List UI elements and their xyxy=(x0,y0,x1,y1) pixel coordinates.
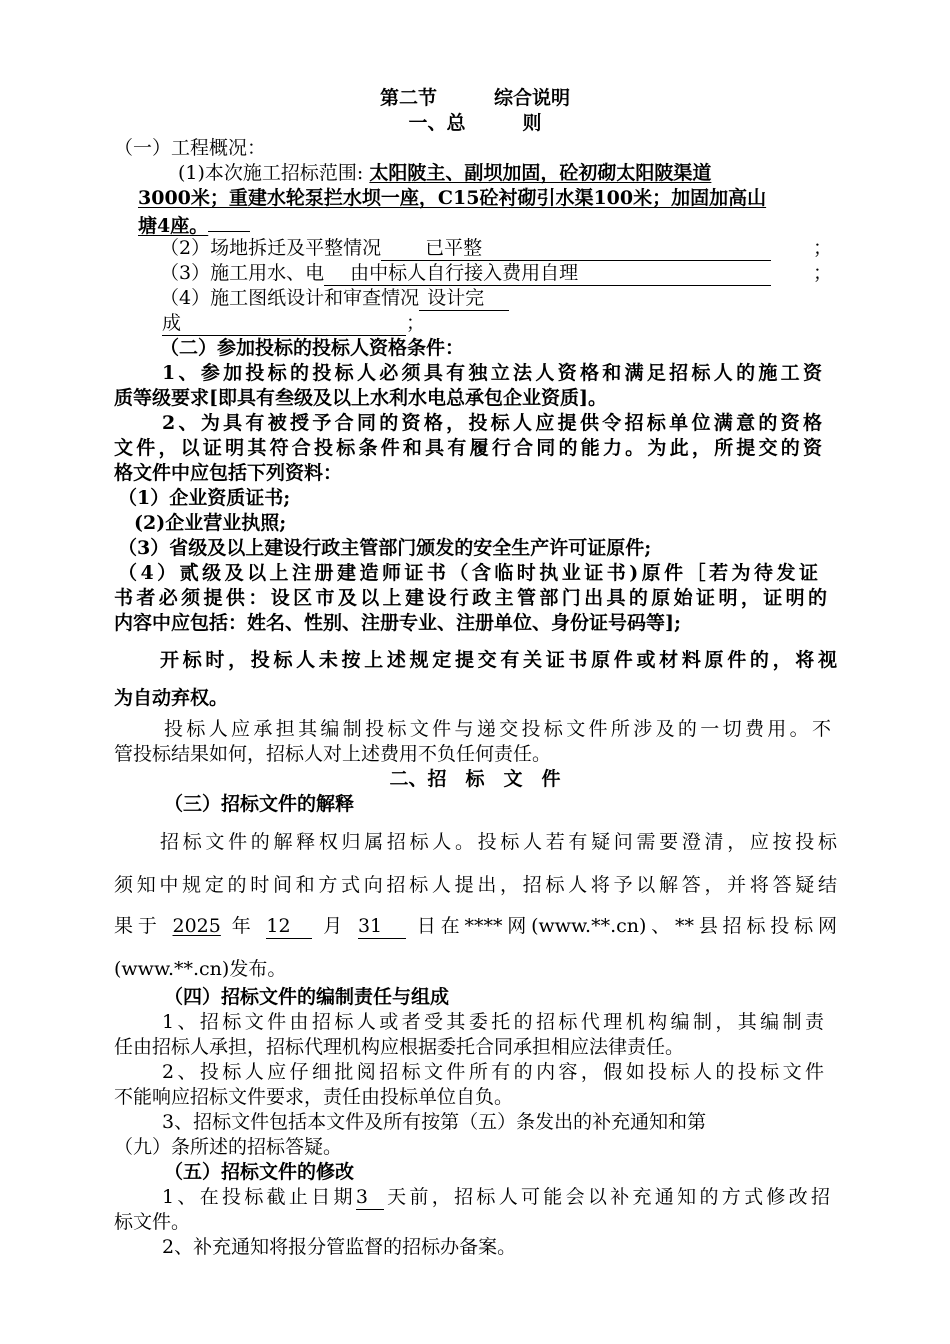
amendment-days: 3 xyxy=(356,1185,384,1210)
interpretation-line-2: 须知中规定的时间和方式向招标人提出，招标人将予以解答，并将答疑结 xyxy=(114,874,837,896)
doc-item-4-line-1: （4）贰级及以上注册建造师证书（含临时执业证书)原件［若为待发证 xyxy=(118,562,818,584)
scope-line-1 xyxy=(178,161,711,185)
announce-month: 12 xyxy=(266,914,312,939)
water-line xyxy=(160,261,771,286)
qualification-1-line-1: 1、参加投标的投标人必须具有独立法人资格和满足招标人的施工资 xyxy=(162,362,822,384)
site-value: 已平整 xyxy=(381,236,771,261)
drawing-line-1 xyxy=(160,286,509,311)
drawing-semicolon: ； xyxy=(406,312,426,334)
water-semicolon: ； xyxy=(813,262,833,284)
qualification-2-line-2: 文件，以证明其符合投标条件和具有履行合同的能力。为此，所提交的资 xyxy=(114,437,822,459)
amendment-2: 2、补充通知将报分管监督的招标办备案。 xyxy=(162,1236,517,1258)
year-unit: 年 xyxy=(231,915,256,937)
doc-item-4-line-2: 书者必须提供：设区市及以上建设行政主管部门出具的原始证明，证明的 xyxy=(114,587,827,609)
doc-item-4-line-3: 内容中应包括：姓名、性别、注册专业、注册单位、身份证号码等]; xyxy=(114,612,682,634)
doc-item-3: （3）省级及以上建设行政主管部门颁发的安全生产许可证原件; xyxy=(118,537,652,559)
site-line xyxy=(160,236,771,261)
opening-line-1: 开标时，投标人未按上述规定提交有关证书原件或材料原件的，将视 xyxy=(160,649,837,671)
preparation-2-line-2: 不能响应招标文件要求，责任由投标单位自负。 xyxy=(114,1086,514,1108)
section-title: 第二节 综合说明 xyxy=(379,87,570,109)
preparation-1-line-1: 1、招标文件由招标人或者受其委托的招标代理机构编制，其编制责 xyxy=(162,1011,824,1033)
water-value: 由中标人自行接入费用自理 xyxy=(324,261,771,286)
drawing-value-1: 设计完 xyxy=(419,286,509,311)
preparation-3-line-2: （九）条所述的招标答疑。 xyxy=(114,1136,343,1158)
date-prefix: 果于 xyxy=(114,915,162,937)
water-label: （3）施工用水、电 xyxy=(160,262,325,284)
scope-label: (1)本次施工招标范围: xyxy=(178,162,370,184)
site-label: （2）场地拆迁及平整情况 xyxy=(160,237,382,259)
qualification-1-line-2: 质等级要求[即具有叁级及以上水利水电总承包企业资质]。 xyxy=(114,387,607,409)
scope-value-3: 塘4座。 xyxy=(138,215,209,237)
date-suffix: 日在****网(www.**.cn)、**县招标投标网 xyxy=(416,915,837,937)
drawing-value-2: 成 xyxy=(162,311,406,336)
scope-value-2: 3000米；重建水轮泵拦水坝一座，C15砼衬砌引水渠100米；加固加高山 xyxy=(138,187,767,209)
preparation-2-line-1: 2、投标人应仔细批阅招标文件所有的内容，假如投标人的投标文件 xyxy=(162,1061,824,1083)
amendment-1-suffix: 天前，招标人可能会以补充通知的方式修改招 xyxy=(383,1186,830,1208)
opening-line-2: 为自动弃权。 xyxy=(114,687,229,709)
amendment-1-line-2: 标文件。 xyxy=(114,1211,191,1233)
doc-item-1: （1）企业资质证书; xyxy=(118,487,291,509)
interpretation-heading: （三）招标文件的解释 xyxy=(164,793,355,815)
qualification-2-line-3: 格文件中应包括下列资料： xyxy=(114,462,343,484)
qualification-2-line-1: 2、为具有被授予合同的资格，投标人应提供令招标单位满意的资格 xyxy=(162,412,822,434)
interpretation-line-1: 招标文件的解释权归属招标人。投标人若有疑问需要澄清，应按投标 xyxy=(160,831,837,853)
amendment-1-line-1 xyxy=(162,1185,830,1210)
heading-tender-documents: 二、招 标 文 件 xyxy=(389,768,561,790)
preparation-3-line-1: 3、招标文件包括本文件及所有按第（五）条发出的补充通知和第 xyxy=(162,1111,707,1133)
drawing-label: （4）施工图纸设计和审查情况 xyxy=(160,287,420,309)
heading-general: 一、总 则 xyxy=(408,112,542,134)
amendment-heading: （五）招标文件的修改 xyxy=(164,1161,355,1183)
qualification-heading: （二）参加投标的投标人资格条件： xyxy=(160,337,465,359)
drawing-line-2 xyxy=(162,311,425,336)
overview-heading: （一）工程概况： xyxy=(114,137,267,159)
month-unit: 月 xyxy=(323,915,348,937)
preparation-1-line-2: 任由招标人承担，招标代理机构应根据委托合同承担相应法律责任。 xyxy=(114,1036,685,1058)
scope-line-3 xyxy=(138,211,250,238)
scope-value-1: 太阳陂主、副坝加固，砼初砌太阳陂渠道 xyxy=(369,162,712,184)
doc-item-2: (2)企业营业执照; xyxy=(134,512,287,534)
cost-line-2: 管投标结果如何，招标人对上述费用不负任何责任。 xyxy=(114,743,552,765)
interpretation-line-4: (www.**.cn)发布。 xyxy=(114,958,287,980)
interpretation-line-3 xyxy=(114,914,837,939)
announce-day: 31 xyxy=(358,914,406,939)
site-semicolon: ； xyxy=(813,237,833,259)
amendment-1-prefix: 1、在投标截止日期 xyxy=(162,1186,356,1208)
scope-blank xyxy=(208,211,250,232)
announce-year: 2025 xyxy=(172,915,221,937)
cost-line-1: 投标人应承担其编制投标文件与递交投标文件所涉及的一切费用。不 xyxy=(164,718,831,740)
preparation-heading: （四）招标文件的编制责任与组成 xyxy=(164,986,450,1008)
